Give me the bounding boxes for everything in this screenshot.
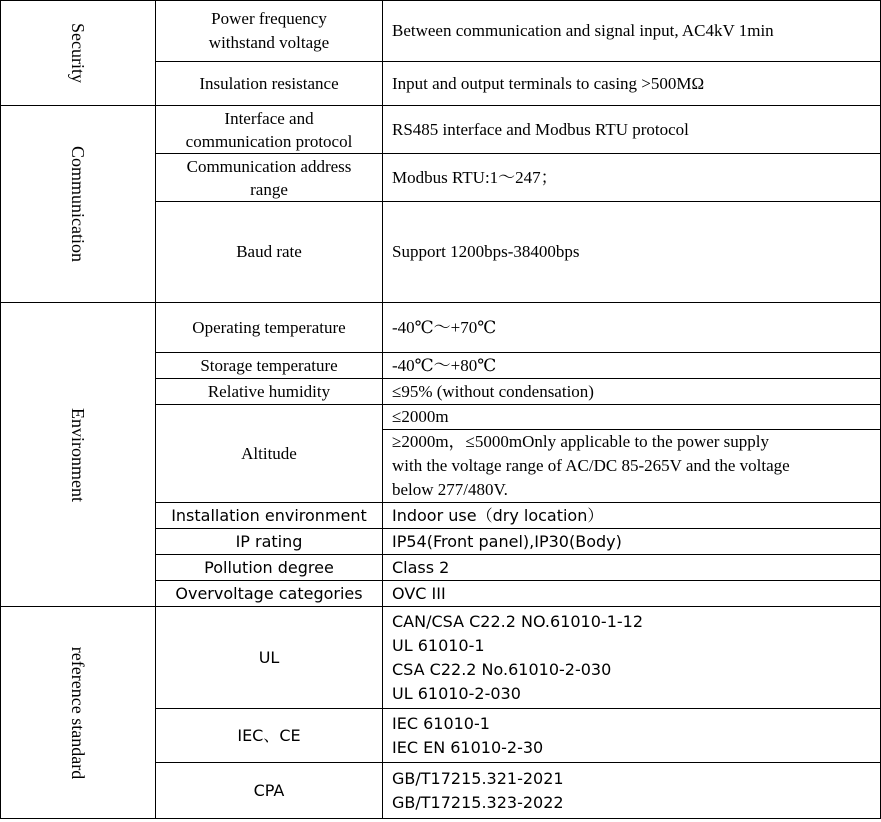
spec-name: CPA: [156, 763, 383, 819]
spec-value: Input and output terminals to casing >500MΩ: [383, 62, 881, 106]
spec-value: RS485 interface and Modbus RTU protocol: [383, 106, 881, 154]
category-communication: [1, 106, 156, 303]
spec-name: Altitude: [156, 405, 383, 503]
spec-value: CAN/CSA C22.2 NO.61010-1-12 UL 61010-1 CSA C22.2 No.61010-2-030 UL 61010-2-030: [383, 607, 881, 709]
category-label: Security: [68, 23, 88, 83]
spec-value: [383, 405, 881, 503]
altitude-line: ≤2000m: [383, 405, 880, 430]
spec-name: Pollution degree: [156, 555, 383, 581]
category-reference-standard: [1, 607, 156, 819]
altitude-line: below 277/480V.: [392, 480, 508, 499]
spec-name: Insulation resistance: [156, 62, 383, 106]
spec-value: Indoor use（dry location）: [383, 503, 881, 529]
spec-value: IEC 61010-1 IEC EN 61010-2-30: [383, 709, 881, 763]
spec-value: Class 2: [383, 555, 881, 581]
category-label: Communication: [68, 146, 88, 262]
category-security: [1, 1, 156, 106]
spec-name: IEC、CE: [156, 709, 383, 763]
table-row: [1, 1, 881, 62]
spec-value: -40℃～+70℃: [383, 303, 881, 353]
table-row: [1, 106, 881, 154]
spec-name: Installation environment: [156, 503, 383, 529]
category-label: reference standard: [68, 646, 88, 779]
spec-value: Support 1200bps-38400bps: [383, 202, 881, 303]
spec-value: ≤95% (without condensation): [383, 379, 881, 405]
spec-name: Overvoltage categories: [156, 581, 383, 607]
altitude-line: ≥2000m，≤5000mOnly applicable to the power supply: [392, 432, 770, 451]
spec-name: Power frequency withstand voltage: [156, 1, 383, 62]
spec-name: Operating temperature: [156, 303, 383, 353]
spec-value: Modbus RTU:1～247；: [383, 154, 881, 202]
category-label: Environment: [68, 407, 88, 502]
category-environment: [1, 303, 156, 607]
spec-value: OVC III: [383, 581, 881, 607]
spec-name: Baud rate: [156, 202, 383, 303]
spec-value: -40℃～+80℃: [383, 353, 881, 379]
spec-name: Interface and communication protocol: [156, 106, 383, 154]
spec-name: Communication address range: [156, 154, 383, 202]
spec-value: Between communication and signal input, AC4kV 1min: [383, 1, 881, 62]
spec-name: Storage temperature: [156, 353, 383, 379]
table-row: [1, 303, 881, 353]
spec-name: Relative humidity: [156, 379, 383, 405]
spec-value: GB/T17215.321-2021 GB/T17215.323-2022: [383, 763, 881, 819]
table-row: [1, 607, 881, 709]
altitude-line: with the voltage range of AC/DC 85-265V and the voltage: [392, 456, 790, 475]
spec-name: IP rating: [156, 529, 383, 555]
spec-value: IP54(Front panel),IP30(Body): [383, 529, 881, 555]
spec-name: UL: [156, 607, 383, 709]
